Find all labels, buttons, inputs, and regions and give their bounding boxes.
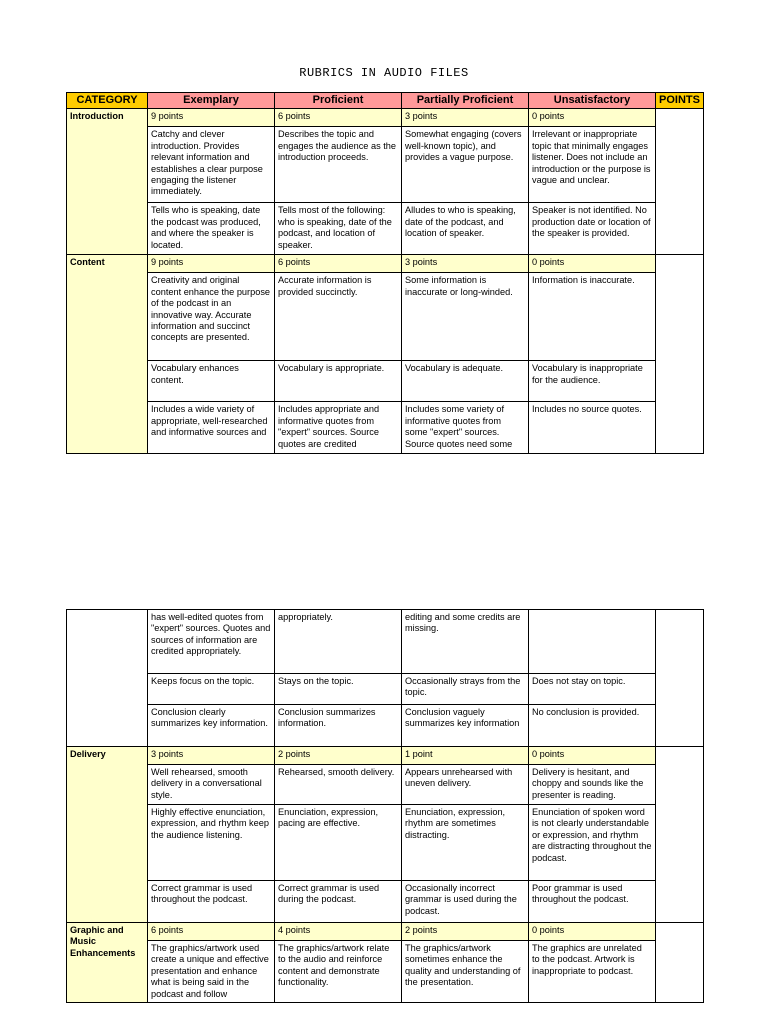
category-content-continued: [67, 610, 148, 747]
points-cell: 6 points: [275, 109, 402, 127]
header-row: [67, 93, 704, 109]
rubric-table-page-1: [66, 92, 704, 454]
criteria-cell: Includes a wide variety of appropriate, well-researched and informative sources and: [148, 402, 275, 454]
criteria-cell: The graphics/artwork used create a unique and effective presentation and enhance what is being said in the podcast and follow: [148, 941, 275, 1003]
delivery-points-row: [67, 747, 704, 765]
header-category: CATEGORY: [67, 93, 148, 109]
criteria-cell: Information is inaccurate.: [529, 273, 656, 361]
criteria-cell: Vocabulary is appropriate.: [275, 361, 402, 402]
criteria-cell: Stays on the topic.: [275, 674, 402, 705]
graphics-points-row: [67, 923, 704, 941]
criteria-cell: Conclusion clearly summarizes key information.: [148, 705, 275, 747]
criteria-cell: Vocabulary is inappropriate for the audience.: [529, 361, 656, 402]
criteria-cell: [529, 610, 656, 674]
criteria-cell: Enunciation, expression, pacing are effective.: [275, 805, 402, 881]
criteria-cell: Describes the topic and engages the audience as the introduction proceeds.: [275, 127, 402, 203]
criteria-cell: Irrelevant or inappropriate topic that minimally engages listener. Does not include an introduction or the purpose is vague and unclear.: [529, 127, 656, 203]
points-cell: 0 points: [529, 747, 656, 765]
points-cell: 1 point: [402, 747, 529, 765]
criteria-row-continued: [67, 610, 704, 674]
points-cell: 0 points: [529, 923, 656, 941]
criteria-cell: Catchy and clever introduction. Provides relevant information and establishes a clear purpose engaging the listener immediately.: [148, 127, 275, 203]
criteria-cell: Appears unrehearsed with uneven delivery.: [402, 765, 529, 805]
header-points: POINTS: [656, 93, 704, 109]
points-cell: 2 points: [275, 747, 402, 765]
category-introduction: Introduction: [67, 109, 148, 255]
criteria-cell: Tells most of the following: who is speaking, date of the podcast, and location of speaker.: [275, 203, 402, 255]
criteria-cell: Occasionally incorrect grammar is used during the podcast.: [402, 881, 529, 923]
points-cell: 6 points: [148, 923, 275, 941]
criteria-row: [67, 361, 704, 402]
criteria-row: [67, 765, 704, 805]
criteria-cell: Includes no source quotes.: [529, 402, 656, 454]
criteria-cell: No conclusion is provided.: [529, 705, 656, 747]
introduction-points-row: [67, 109, 704, 127]
criteria-row: [67, 273, 704, 361]
criteria-cell: The graphics/artwork relate to the audio and reinforce content and demonstrate functionality.: [275, 941, 402, 1003]
criteria-cell: Somewhat engaging (covers well-known topic), and provides a vague purpose.: [402, 127, 529, 203]
criteria-cell: Occasionally strays from the topic.: [402, 674, 529, 705]
criteria-cell: The graphics/artwork sometimes enhance the quality and understanding of the presentation.: [402, 941, 529, 1003]
criteria-cell: Conclusion vaguely summarizes key information: [402, 705, 529, 747]
points-entry-delivery[interactable]: [656, 747, 704, 923]
points-cell: 0 points: [529, 109, 656, 127]
criteria-cell: Includes appropriate and informative quotes from "expert" sources. Source quotes are credited: [275, 402, 402, 454]
category-delivery: Delivery: [67, 747, 148, 923]
criteria-cell: has well-edited quotes from "expert" sources. Quotes and sources of information are credited appropriately.: [148, 610, 275, 674]
criteria-cell: Does not stay on topic.: [529, 674, 656, 705]
criteria-cell: Alludes to who is speaking, date of the podcast, and location of speaker.: [402, 203, 529, 255]
category-graphics: Graphic and Music Enhancements: [67, 923, 148, 1003]
criteria-cell: Tells who is speaking, date the podcast was produced, and where the speaker is located.: [148, 203, 275, 255]
points-cell: 3 points: [148, 747, 275, 765]
criteria-cell: Rehearsed, smooth delivery.: [275, 765, 402, 805]
criteria-row: [67, 674, 704, 705]
content-points-row: [67, 255, 704, 273]
criteria-cell: appropriately.: [275, 610, 402, 674]
criteria-cell: Correct grammar is used during the podcast.: [275, 881, 402, 923]
criteria-row: [67, 402, 704, 454]
criteria-row: [67, 127, 704, 203]
criteria-cell: editing and some credits are missing.: [402, 610, 529, 674]
points-cell: 9 points: [148, 109, 275, 127]
criteria-cell: Vocabulary enhances content.: [148, 361, 275, 402]
category-content: Content: [67, 255, 148, 454]
rubric-table-page-2: [66, 609, 704, 1003]
criteria-cell: Delivery is hesitant, and choppy and sounds like the presenter is reading.: [529, 765, 656, 805]
criteria-cell: Includes some variety of informative quotes from some "expert" sources. Source quotes need some: [402, 402, 529, 454]
criteria-row: [67, 881, 704, 923]
criteria-row: [67, 941, 704, 1003]
points-cell: 9 points: [148, 255, 275, 273]
criteria-cell: Highly effective enunciation, expression, and rhythm keep the audience listening.: [148, 805, 275, 881]
criteria-cell: Conclusion summarizes information.: [275, 705, 402, 747]
criteria-cell: Vocabulary is adequate.: [402, 361, 529, 402]
header-partially-proficient: Partially Proficient: [402, 93, 529, 109]
points-cell: 6 points: [275, 255, 402, 273]
criteria-cell: Speaker is not identified. No production date or location of the speaker is provided.: [529, 203, 656, 255]
criteria-cell: Creativity and original content enhance the purpose of the podcast in an innovative way. Accurate information and succinct concepts are presented.: [148, 273, 275, 361]
header-proficient: Proficient: [275, 93, 402, 109]
document-title: RUBRICS IN AUDIO FILES: [299, 66, 469, 80]
points-cell: 3 points: [402, 109, 529, 127]
criteria-cell: Poor grammar is used throughout the podcast.: [529, 881, 656, 923]
points-entry-introduction[interactable]: [656, 109, 704, 255]
criteria-row: [67, 203, 704, 255]
criteria-cell: Correct grammar is used throughout the podcast.: [148, 881, 275, 923]
points-entry-content[interactable]: [656, 255, 704, 454]
criteria-cell: The graphics are unrelated to the podcast. Artwork is inappropriate to podcast.: [529, 941, 656, 1003]
criteria-cell: Keeps focus on the topic.: [148, 674, 275, 705]
criteria-cell: Some information is inaccurate or long-winded.: [402, 273, 529, 361]
criteria-cell: Enunciation of spoken word is not clearly understandable or expression, and rhythm are distracting throughout the podcast.: [529, 805, 656, 881]
criteria-cell: Enunciation, expression, rhythm are sometimes distracting.: [402, 805, 529, 881]
criteria-row: [67, 705, 704, 747]
points-entry-content-continued[interactable]: [656, 610, 704, 747]
points-cell: 0 points: [529, 255, 656, 273]
header-unsatisfactory: Unsatisfactory: [529, 93, 656, 109]
points-entry-graphics[interactable]: [656, 923, 704, 1003]
criteria-cell: Well rehearsed, smooth delivery in a conversational style.: [148, 765, 275, 805]
points-cell: 4 points: [275, 923, 402, 941]
header-exemplary: Exemplary: [148, 93, 275, 109]
points-cell: 2 points: [402, 923, 529, 941]
points-cell: 3 points: [402, 255, 529, 273]
criteria-row: [67, 805, 704, 881]
criteria-cell: Accurate information is provided succinctly.: [275, 273, 402, 361]
